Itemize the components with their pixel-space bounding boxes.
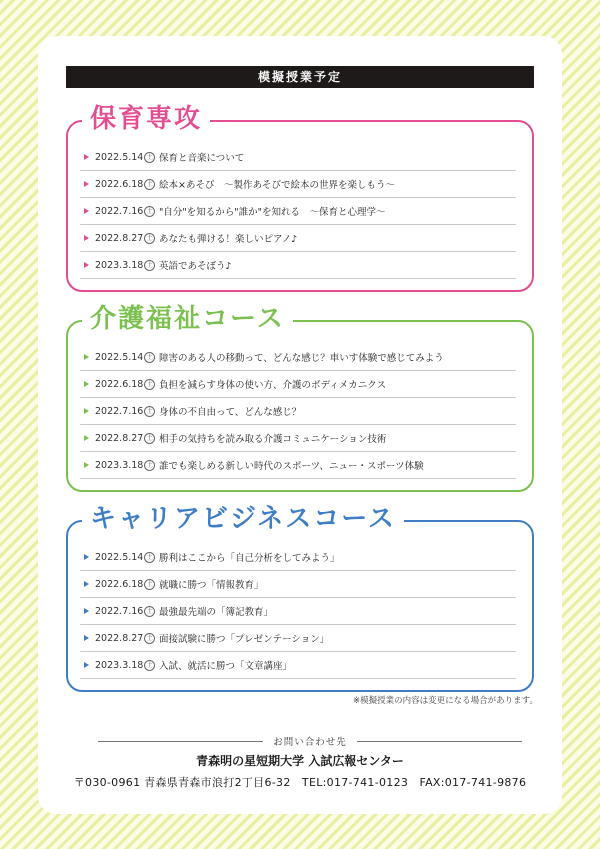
list-item xyxy=(80,598,516,625)
weekday-badge: 土 xyxy=(144,260,155,271)
triangle-bullet-icon xyxy=(84,262,89,268)
lesson-date: 2022.8.27 土 xyxy=(95,433,145,444)
section-childcare xyxy=(66,104,534,292)
lesson-date: 2023.3.18 土 xyxy=(95,660,145,671)
list-item xyxy=(80,544,516,571)
weekday-badge: 土 xyxy=(144,633,155,644)
triangle-bullet-icon xyxy=(84,635,89,641)
list-item xyxy=(80,425,516,452)
list-item xyxy=(80,344,516,371)
lesson-date: 2022.6.18 土 xyxy=(95,579,145,590)
triangle-bullet-icon xyxy=(84,435,89,441)
list-item xyxy=(80,652,516,679)
list-item xyxy=(80,371,516,398)
lesson-date: 2022.5.14 土 xyxy=(95,352,145,363)
lesson-title: 英語であそぼう♪ xyxy=(159,261,232,272)
weekday-badge: 土 xyxy=(144,233,155,244)
weekday-badge: 土 xyxy=(144,579,155,590)
weekday-badge: 土 xyxy=(144,379,155,390)
divider xyxy=(98,741,263,742)
triangle-bullet-icon xyxy=(84,208,89,214)
section-care-welfare xyxy=(66,304,534,492)
lesson-title: 相手の気持ちを読み取る介護コミュニケーション技術 xyxy=(159,434,387,445)
lesson-date: 2022.7.16 土 xyxy=(95,606,145,617)
list-item xyxy=(80,171,516,198)
lesson-title: 障害のある人の移動って、どんな感じ？車いす体験で感じてみよう xyxy=(159,353,444,364)
lesson-date: 2022.6.18 土 xyxy=(95,179,145,190)
list-item xyxy=(80,252,516,279)
contact-heading-row xyxy=(98,734,522,748)
lesson-title: あなたも弾ける！楽しいピアノ♪ xyxy=(159,234,298,245)
section-career-business xyxy=(66,504,534,692)
weekday-badge: 土 xyxy=(144,552,155,563)
triangle-bullet-icon xyxy=(84,581,89,587)
weekday-badge: 土 xyxy=(144,433,155,444)
lesson-date: 2022.7.16 土 xyxy=(95,206,145,217)
weekday-badge: 土 xyxy=(144,179,155,190)
lesson-date: 2022.5.14 土 xyxy=(95,552,145,563)
list-item xyxy=(80,144,516,171)
lesson-title: 面接試験に勝つ「プレゼンテーション」 xyxy=(159,634,330,645)
triangle-bullet-icon xyxy=(84,608,89,614)
weekday-badge: 土 xyxy=(144,152,155,163)
lesson-date: 2022.8.27 土 xyxy=(95,233,145,244)
lesson-title: 最強最先端の「簿記教育」 xyxy=(159,607,274,618)
triangle-bullet-icon xyxy=(84,354,89,360)
list-item xyxy=(80,225,516,252)
weekday-badge: 土 xyxy=(144,606,155,617)
lesson-list xyxy=(80,144,516,279)
list-item xyxy=(80,571,516,598)
weekday-badge: 土 xyxy=(144,460,155,471)
lesson-title: 誰でも楽しめる新しい時代のスポーツ、ニュー・スポーツ体験 xyxy=(159,461,424,472)
weekday-badge: 土 xyxy=(144,406,155,417)
lesson-date: 2022.8.27 土 xyxy=(95,633,145,644)
triangle-bullet-icon xyxy=(84,408,89,414)
triangle-bullet-icon xyxy=(84,235,89,241)
list-item xyxy=(80,398,516,425)
lesson-title: 就職に勝つ「情報教育」 xyxy=(159,580,264,591)
list-item xyxy=(80,625,516,652)
section-title: 保育専攻 xyxy=(82,102,210,136)
weekday-badge: 土 xyxy=(144,352,155,363)
lesson-date: 2022.7.16 土 xyxy=(95,406,145,417)
section-title: 介護福祉コース xyxy=(82,302,293,336)
divider xyxy=(357,741,522,742)
list-item xyxy=(80,198,516,225)
triangle-bullet-icon xyxy=(84,381,89,387)
lesson-title: 入試、就活に勝つ「文章講座」 xyxy=(159,661,293,672)
schedule-banner: 模擬授業予定 xyxy=(66,66,534,88)
lesson-date: 2023.3.18 土 xyxy=(95,460,145,471)
triangle-bullet-icon xyxy=(84,662,89,668)
contact-address: 〒030-0961 青森県青森市浪打2丁目6-32 TEL:017-741-0123 FAX:017-741-9876 xyxy=(73,776,527,789)
triangle-bullet-icon xyxy=(84,462,89,468)
lesson-title: 身体の不自由って、どんな感じ？ xyxy=(159,407,302,418)
list-item xyxy=(80,452,516,479)
contact-organization: 青森明の星短期大学 入試広報センター xyxy=(196,754,404,768)
weekday-badge: 土 xyxy=(144,206,155,217)
lesson-title: 勝利はここから「自己分析をしてみよう」 xyxy=(159,553,340,564)
lesson-title: "自分"を知るから"誰か"を知れる ～保育と心理学～ xyxy=(159,207,386,218)
lesson-title: 絵本×あそび ～製作あそびで絵本の世界を楽しもう～ xyxy=(159,180,395,191)
lesson-date: 2023.3.18 土 xyxy=(95,260,145,271)
lesson-date: 2022.5.14 土 xyxy=(95,152,145,163)
change-notice: ※模擬授業の内容は変更になる場合があります。 xyxy=(353,696,538,706)
triangle-bullet-icon xyxy=(84,154,89,160)
triangle-bullet-icon xyxy=(84,181,89,187)
lesson-title: 負担を減らす身体の使い方、介護のボディメカニクス xyxy=(159,380,387,391)
section-title: キャリアビジネスコース xyxy=(82,502,404,536)
lesson-title: 保育と音楽について xyxy=(159,153,245,164)
triangle-bullet-icon xyxy=(84,554,89,560)
flyer-card xyxy=(38,36,562,814)
lesson-list xyxy=(80,344,516,479)
contact-heading: お問い合わせ先 xyxy=(273,737,347,748)
weekday-badge: 土 xyxy=(144,660,155,671)
lesson-date: 2022.6.18 土 xyxy=(95,379,145,390)
lesson-list xyxy=(80,544,516,679)
